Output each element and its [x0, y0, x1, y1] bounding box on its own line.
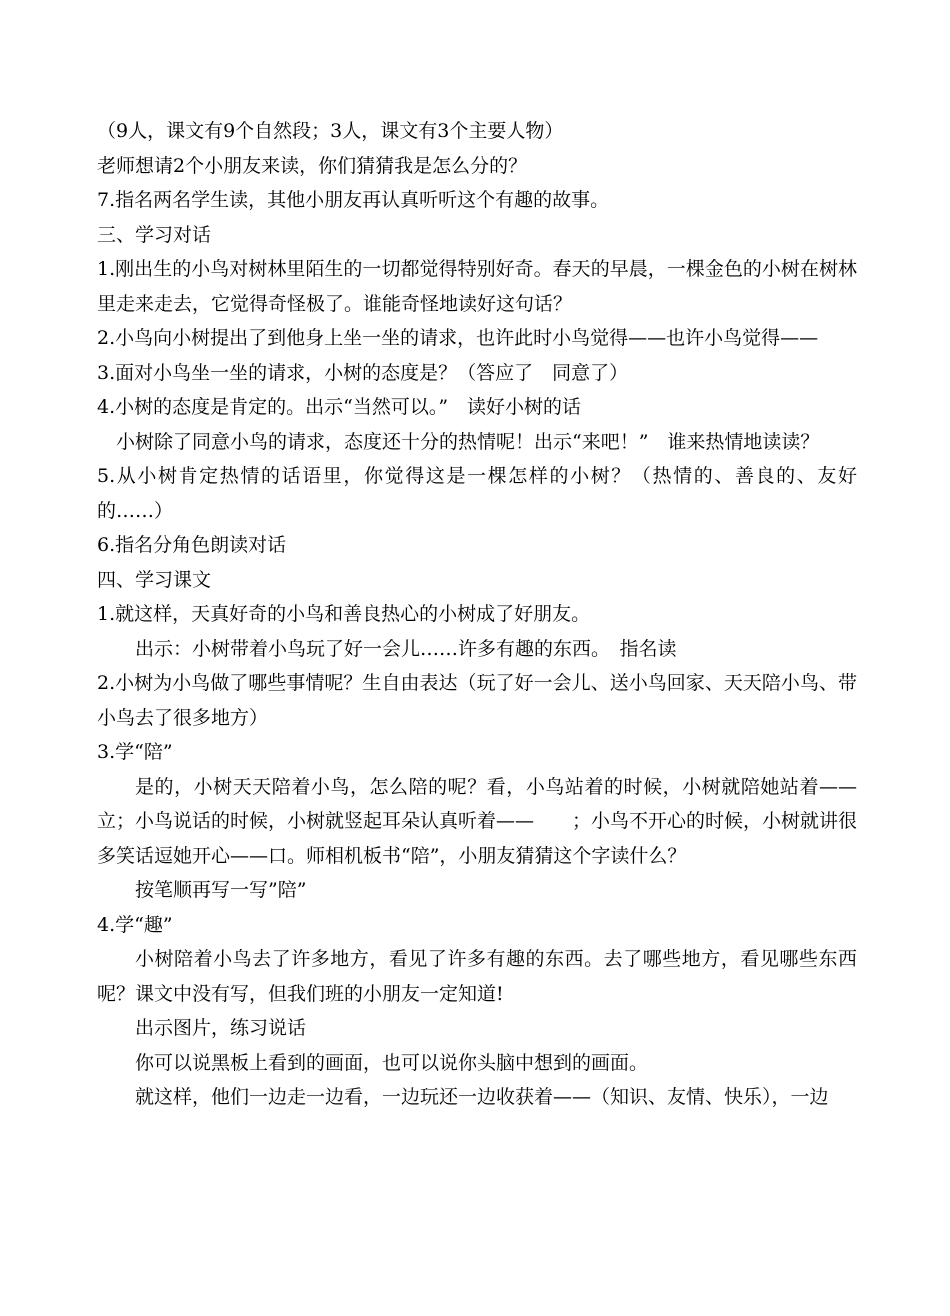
paragraph: 按笔顺再写一写”陪” — [135, 879, 307, 901]
paragraph: 3.面对小鸟坐一坐的请求，小树的态度是？（答应了 同意了） — [97, 361, 629, 384]
paragraph: 6.指名分角色朗读对话 — [97, 534, 287, 556]
document-body — [97, 114, 857, 1115]
paragraph: 4.学“趣” — [97, 913, 173, 936]
paragraph: 7.指名两名学生读，其他小朋友再认真听听这个有趣的故事。 — [97, 189, 610, 211]
paragraph: 4.小树的态度是肯定的。出示“当然可以。” 读好小树的话 — [97, 396, 582, 418]
paragraph: （9人，课文有9个自然段；3人，课文有3个主要人物） — [97, 120, 564, 142]
paragraph: 小树陪着小鸟去了许多地方，看见了许多有趣的东西。去了哪些地方，看见哪些东西呢？课文中没有写，但我们班的小朋友一定知道! — [97, 948, 857, 1005]
paragraph: 5.从小树肯定热情的话语里，你觉得这是一棵怎样的小树？（热情的、善良的、友好的……） — [97, 465, 857, 522]
paragraph: 三、学习对话 — [97, 223, 212, 246]
paragraph: 四、学习课文 — [97, 568, 212, 591]
paragraph: 就这样，他们一边走一边看，一边玩还一边收获着——（知识、友情、快乐），一边 — [135, 1086, 829, 1108]
paragraph: 2.小树为小鸟做了哪些事情呢？生自由表达（玩了好一会儿、送小鸟回家、天天陪小鸟、带小鸟去了很多地方） — [97, 672, 857, 729]
paragraph: 3.学“陪” — [97, 741, 173, 763]
paragraph: 老师想请2个小朋友来读，你们猜猜我是怎么分的？ — [97, 154, 528, 177]
paragraph: 你可以说黑板上看到的画面，也可以说你头脑中想到的画面。 — [135, 1051, 649, 1074]
paragraph: 是的，小树天天陪着小鸟，怎么陪的呢？看，小鸟站着的时候，小树就陪她站着——立；小鸟说话的时候，小树就竖起耳朵认真听着—— ；小鸟不开心的时候，小树就讲很多笑话逗她开心——口。师相机板书“陪”，小朋友猜猜这个字读什么？ — [97, 775, 858, 867]
paragraph: 出示：小树带着小鸟玩了好一会儿……许多有趣的东西。 指名读 — [135, 637, 677, 660]
paragraph: 1.刚出生的小鸟对树林里陌生的一切都觉得特别好奇。春天的早晨，一棵金色的小树在树林里走来走去，它觉得奇怪极了。谁能奇怪地读好这句话？ — [97, 258, 857, 315]
paragraph: 出示图片，练习说话 — [135, 1017, 307, 1039]
paragraph: 小树除了同意小鸟的请求，态度还十分的热情呢！出示“来吧！” 谁来热情地读读？ — [116, 430, 820, 453]
paragraph: 1.就这样，天真好奇的小鸟和善良热心的小树成了好朋友。 — [97, 603, 591, 625]
paragraph: 2.小鸟向小树提出了到他身上坐一坐的请求，也许此时小鸟觉得——也许小鸟觉得—— — [97, 327, 819, 349]
